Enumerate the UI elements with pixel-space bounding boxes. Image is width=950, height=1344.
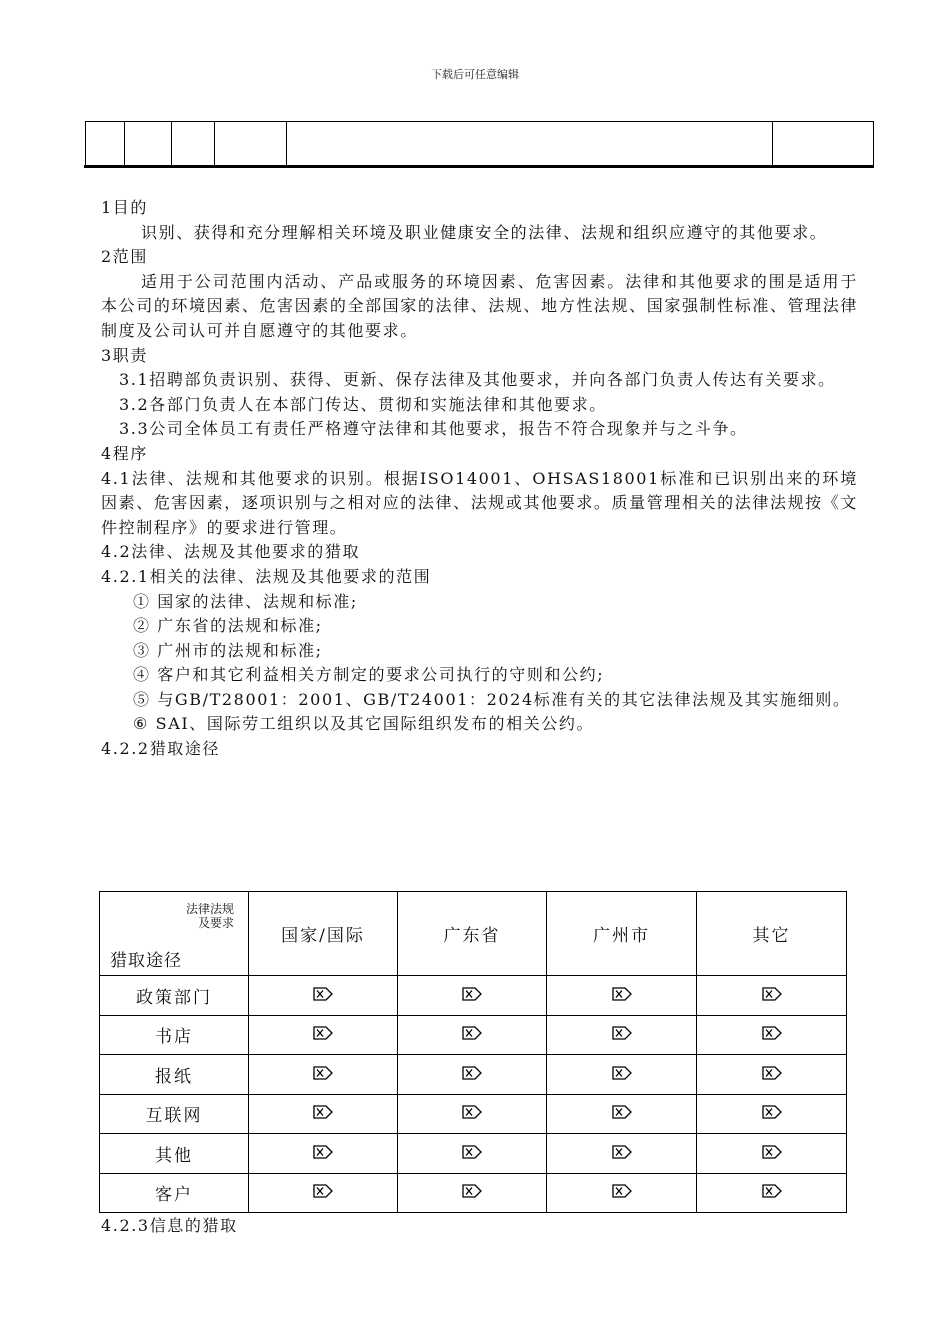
checked-box-icon: [313, 1065, 333, 1085]
checked-box-icon: [612, 1065, 632, 1085]
checkbox-cell: [398, 976, 547, 1016]
corner-header-top: 及要求: [197, 916, 234, 930]
checked-box-icon: [313, 1144, 333, 1164]
checkbox-cell: [249, 976, 398, 1016]
table-row: [100, 976, 847, 1016]
checkbox-cell: [398, 1134, 547, 1174]
table-corner-cell: [100, 892, 249, 976]
checked-box-icon: [612, 1144, 632, 1164]
section-4-2-3: 4.2.3信息的猎取: [101, 1216, 238, 1235]
table-row: [100, 1094, 847, 1134]
checkbox-cell: [249, 1015, 398, 1055]
checked-box-icon: [762, 1144, 782, 1164]
checked-box-icon: [612, 986, 632, 1006]
section-2-title: 2范围: [101, 247, 148, 267]
section-1-title: 1目的: [101, 198, 148, 217]
section-4-2: 4.2法律、法规及其他要求的猎取: [101, 542, 361, 562]
checked-box-icon: [462, 1104, 482, 1124]
scope-item: ③ 广州市的法规和标准;: [133, 640, 323, 660]
checkbox-cell: [398, 1094, 547, 1134]
checked-box-icon: [462, 1025, 482, 1045]
scope-item: ④ 客户和其它利益相关方制定的要求公司执行的守则和公约;: [133, 665, 605, 685]
checkbox-cell: [398, 1173, 547, 1213]
table-row: [100, 1173, 847, 1213]
checkbox-cell: [697, 976, 847, 1016]
checkbox-cell: [547, 1134, 697, 1174]
column-header: 国家/国际: [249, 892, 398, 976]
checkbox-cell: [547, 1173, 697, 1213]
checkbox-cell: [249, 1173, 398, 1213]
header-cell: [86, 122, 125, 166]
header-cell: [773, 122, 874, 166]
checkbox-cell: [249, 1055, 398, 1095]
checkbox-cell: [697, 1055, 847, 1095]
section-2-body: 适用于公司范围内活动、产品或服务的环境因素、危害因素。法律和其他要求的围是适用于本公司的环境因素、危害因素的全部国家的法律、法规、地方性法规、国家强制性标准、管理法律制度及公司认可并自愿遵守的其他要求。: [101, 271, 858, 340]
column-header: 广东省: [398, 892, 547, 976]
header-cell: [287, 122, 773, 166]
section-4-title: 4程序: [101, 443, 148, 463]
checkbox-cell: [398, 1015, 547, 1055]
checked-box-icon: [462, 1183, 482, 1203]
checked-box-icon: [462, 1065, 482, 1085]
corner-header-bottom: 猎取途径: [110, 951, 182, 971]
checked-box-icon: [313, 1104, 333, 1124]
checked-box-icon: [313, 1183, 333, 1203]
section-4-2-1: 4.2.1相关的法律、法规及其他要求的范围: [101, 566, 432, 586]
section-4-2-2: 4.2.2猎取途径: [101, 739, 221, 759]
scope-item: ⑥ SAI、国际劳工组织以及其它国际组织发布的相关公约。: [133, 714, 595, 734]
checked-box-icon: [612, 1183, 632, 1203]
row-label: 其他: [100, 1134, 249, 1174]
corner-header-top: 法律法规: [185, 902, 234, 916]
checkbox-cell: [398, 1055, 547, 1095]
checked-box-icon: [462, 986, 482, 1006]
scope-item: ① 国家的法律、法规和标准;: [133, 591, 358, 611]
table-row: [100, 1134, 847, 1174]
checkbox-cell: [249, 1094, 398, 1134]
checkbox-cell: [697, 1134, 847, 1174]
checkbox-cell: [249, 1134, 398, 1174]
column-header: 广州市: [547, 892, 697, 976]
row-label: 政策部门: [100, 976, 249, 1016]
checkbox-cell: [697, 1094, 847, 1134]
scope-item: ② 广东省的法规和标准;: [133, 616, 323, 636]
checked-box-icon: [462, 1144, 482, 1164]
section-3-2: 3.2各部门负责人在本部门传达、贯彻和实施法律和其他要求。: [119, 394, 607, 414]
checked-box-icon: [313, 1025, 333, 1045]
section-4-1: 4.1法律、法规和其他要求的识别。根据ISO14001、OHSAS18001标准和已识别出来的环境因素、危害因素，逐项识别与之相对应的法律、法规或其他要求。质量管理相关的法律法规按《文件控制程序》的要求进行管理。: [101, 468, 858, 537]
row-label: 互联网: [100, 1094, 249, 1134]
header-note: 下载后可任意编辑: [431, 68, 519, 81]
scope-item: ⑤ 与GB/T28001：2001、GB/T24001：2024标准有关的其它法律法规及其实施细则。: [133, 689, 851, 709]
column-header: 其它: [697, 892, 847, 976]
row-label: 客户: [100, 1173, 249, 1213]
row-label: 书店: [100, 1015, 249, 1055]
checkbox-cell: [547, 1055, 697, 1095]
header-cell: [215, 122, 287, 166]
header-info-table: [85, 121, 874, 166]
header-rule: [84, 165, 874, 168]
section-1-body: 识别、获得和充分理解相关环境及职业健康安全的法律、法规和组织应遵守的其他要求。: [141, 222, 828, 242]
checked-box-icon: [762, 986, 782, 1006]
checkbox-cell: [547, 976, 697, 1016]
checkbox-cell: [547, 1094, 697, 1134]
section-3-title: 3职责: [101, 345, 148, 365]
row-label: 报纸: [100, 1055, 249, 1095]
checked-box-icon: [762, 1104, 782, 1124]
checked-box-icon: [612, 1104, 632, 1124]
checked-box-icon: [762, 1065, 782, 1085]
checkbox-cell: [697, 1173, 847, 1213]
checkbox-cell: [697, 1015, 847, 1055]
document-body: [101, 196, 858, 762]
header-cell: [172, 122, 215, 166]
header-cell: [125, 122, 172, 166]
checkbox-cell: [547, 1015, 697, 1055]
checked-box-icon: [762, 1025, 782, 1045]
acquisition-channel-table: [99, 891, 847, 1213]
checked-box-icon: [313, 986, 333, 1006]
checked-box-icon: [612, 1025, 632, 1045]
section-3-1: 3.1招聘部负责识别、获得、更新、保存法律及其他要求，并向各部门负责人传达有关要求。: [119, 370, 836, 390]
section-3-3: 3.3公司全体员工有责任严格遵守法律和其他要求，报告不符合现象并与之斗争。: [119, 419, 748, 439]
checked-box-icon: [762, 1183, 782, 1203]
table-row: [100, 1055, 847, 1095]
table-row: [100, 1015, 847, 1055]
